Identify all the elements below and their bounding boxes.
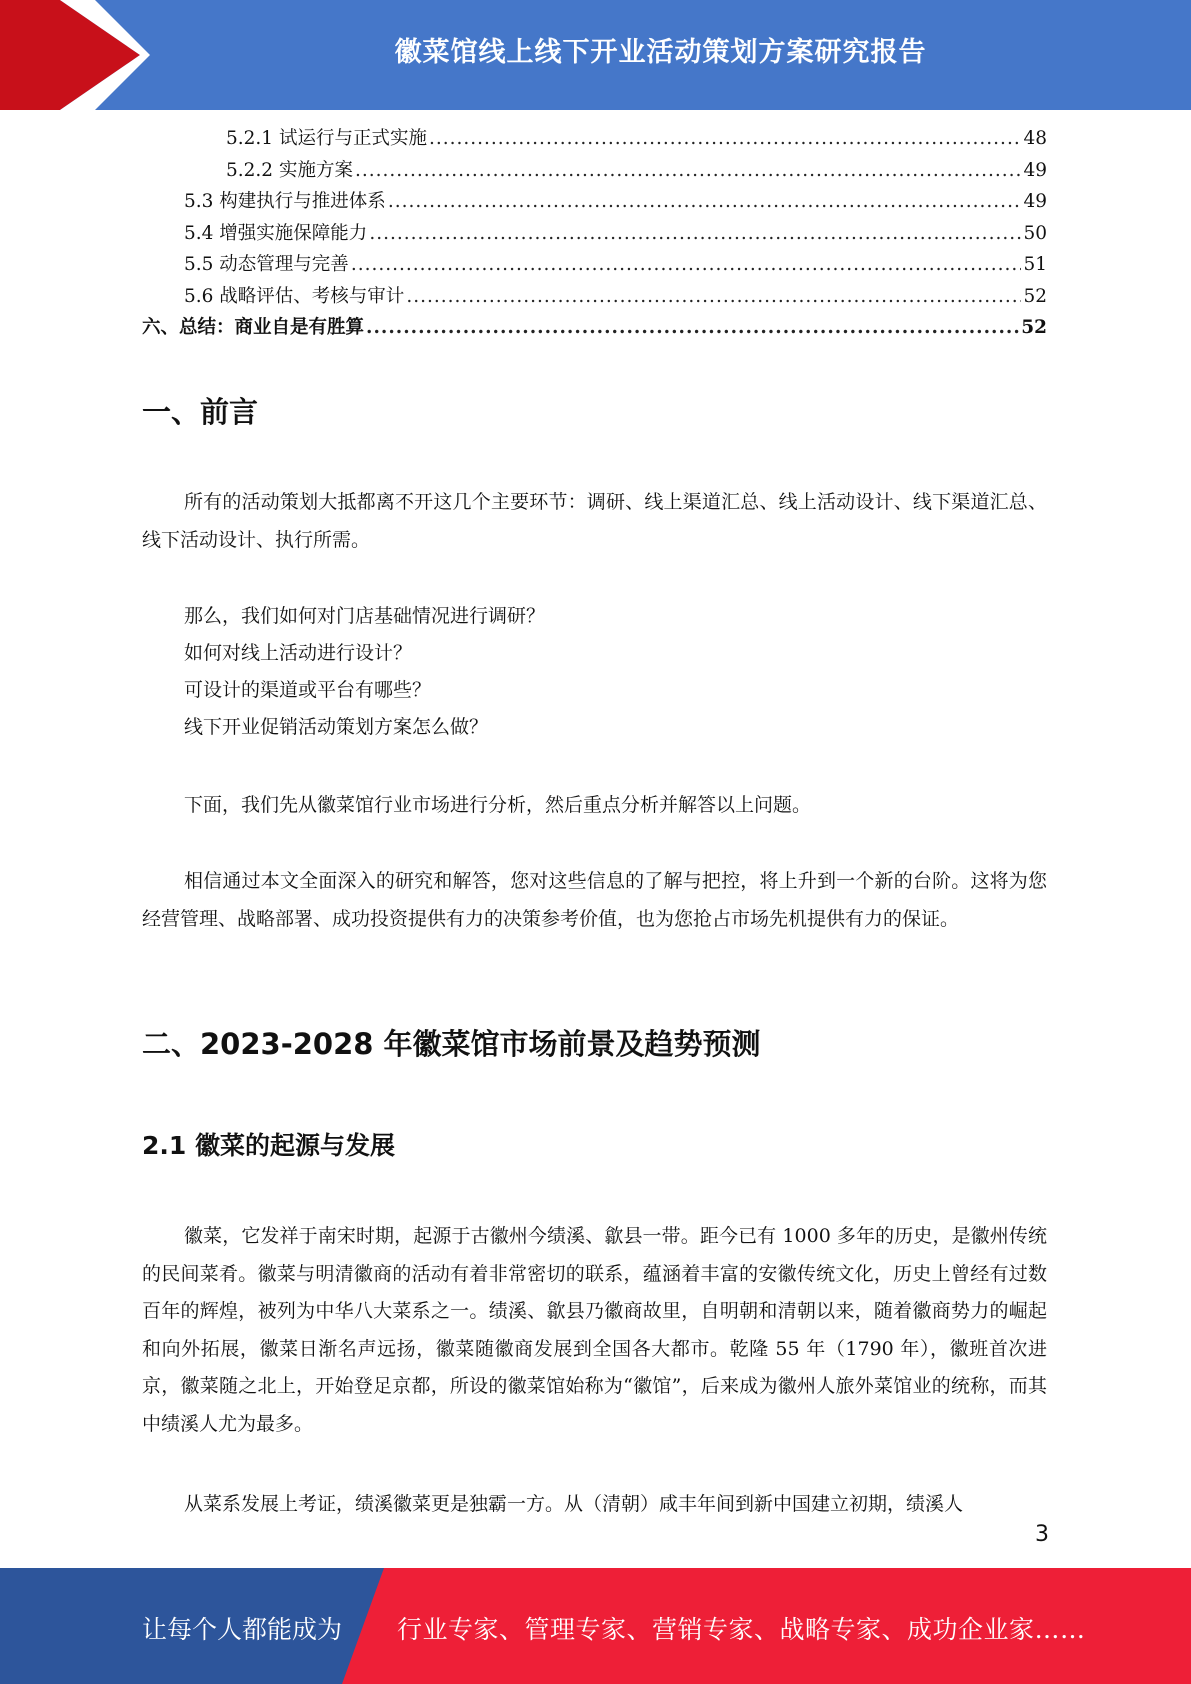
toc-leader xyxy=(351,254,1022,275)
question-item: 那么，我们如何对门店基础情况进行调研？ xyxy=(184,605,546,627)
body-paragraph: 从菜系发展上考证，绩溪徽菜更是独霸一方。从（清朝）咸丰年间到新中国建立初期，绩溪人 xyxy=(184,1493,964,1515)
question-item: 如何对线上活动进行设计？ xyxy=(184,642,413,664)
toc-page: 50 xyxy=(1023,222,1047,244)
header-red-chevron xyxy=(0,0,140,110)
body-paragraph: 下面，我们先从徽菜馆行业市场进行分析，然后重点分析并解答以上问题。 xyxy=(184,794,812,816)
toc-label: 5.3 构建执行与推进体系 xyxy=(184,191,386,212)
toc-leader xyxy=(369,223,1021,244)
toc-label: 六、总结：商业自是有胜算 xyxy=(142,317,365,338)
page-number: 3 xyxy=(1035,1522,1049,1547)
toc-leader xyxy=(366,317,1019,338)
page-footer xyxy=(0,1568,1191,1684)
toc-entry[interactable] xyxy=(142,124,1047,156)
section-heading: 一、前言 xyxy=(142,395,259,429)
toc-label: 5.6 战略评估、考核与审计 xyxy=(184,285,405,307)
report-title: 徽菜馆线上线下开业活动策划方案研究报告 xyxy=(394,37,927,68)
toc-page: 52 xyxy=(1021,317,1047,338)
toc-leader xyxy=(406,286,1021,307)
toc-label: 5.2.1 试运行与正式实施 xyxy=(226,128,427,149)
toc-leader xyxy=(388,191,1022,212)
toc-page: 49 xyxy=(1023,159,1047,181)
toc-label: 5.4 增强实施保障能力 xyxy=(184,222,368,244)
body-paragraph: 所有的活动策划大抵都离不开这几个主要环节：调研、线上渠道汇总、线上活动设计、线下渠道汇总、线下活动设计、执行所需。 xyxy=(142,491,1047,551)
toc-page: 48 xyxy=(1023,128,1047,149)
toc-entry[interactable] xyxy=(142,156,1047,188)
toc-label: 5.5 动态管理与完善 xyxy=(184,254,349,275)
question-item: 线下开业促销活动策划方案怎么做？ xyxy=(184,716,489,738)
toc-entry[interactable] xyxy=(142,250,1047,282)
page-header xyxy=(0,0,1191,110)
toc-page: 52 xyxy=(1023,285,1047,307)
toc-entry[interactable] xyxy=(142,313,1047,345)
body-paragraph: 徽菜，它发祥于南宋时期，起源于古徽州今绩溪、歙县一带。距今已有 1000 多年的历史，是徽州传统的民间菜肴。徽菜与明清徽商的活动有着非常密切的联系，蕴涵着丰富的安徽传统文化，历史上曾经有过数百年的辉煌，被列为中华八大菜系之一。绩溪、歙县乃徽商故里，自明朝和清朝以来，随着徽商势力的崛起和向外拓展，徽菜日渐名声远扬，徽菜随徽商发展到全国各大都市。乾隆 55 年（1790 年），徽班首次进京，徽菜随之北上，开始登足京都，所设的徽菜馆始称为“徽馆”，后来成为徽州人旅外菜馆业的统称，而其中绩溪人尤为最多。 xyxy=(142,1225,1047,1435)
toc-entry[interactable] xyxy=(142,282,1047,314)
toc xyxy=(142,124,1047,345)
subsection-heading: 2.1 徽菜的起源与发展 xyxy=(142,1131,395,1160)
toc-page: 49 xyxy=(1023,191,1047,212)
footer-slogan-left: 让每个人都能成为 xyxy=(142,1615,343,1644)
toc-leader xyxy=(429,128,1021,149)
question-item: 可设计的渠道或平台有哪些？ xyxy=(184,679,432,701)
toc-label: 5.2.2 实施方案 xyxy=(226,159,353,181)
toc-leader xyxy=(355,160,1022,181)
section-heading: 二、2023-2028 年徽菜馆市场前景及趋势预测 xyxy=(142,1027,761,1061)
footer-slogan-right: 行业专家、管理专家、营销专家、战略专家、成功企业家…… xyxy=(397,1615,1086,1644)
body-paragraph: 相信通过本文全面深入的研究和解答，您对这些信息的了解与把控，将上升到一个新的台阶。这将为您经营管理、战略部署、成功投资提供有力的决策参考价值，也为您抢占市场先机提供有力的保证。 xyxy=(142,870,1047,930)
toc-entry[interactable] xyxy=(142,219,1047,251)
toc-page: 51 xyxy=(1023,254,1047,275)
toc-entry[interactable] xyxy=(142,187,1047,219)
